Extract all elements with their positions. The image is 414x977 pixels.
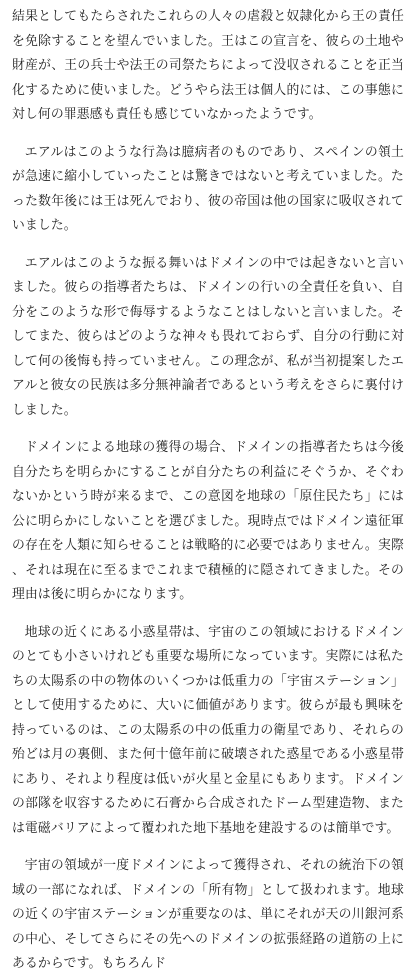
paragraph-2: エアルはこのような行為は臆病者のものであり、スペインの領土が急速に縮小していったことは驚きではないと考えていました。たった数年後には王は死んでおり、彼の帝国は他の国家に吸収されていました。 [12, 144, 404, 233]
paragraph-5: 地球の近くにある小惑星帯は、宇宙のこの領域におけるドメインのとても小さいけれども重要な場所になっています。実際には私たちの太陽系の中の物体のいくつかは低重力の「宇宙ステーション」として使用するために、大いに価値があります。彼らが最も興味を持っているのは、この太陽系の中の低重力の衛星であり、それらの殆どは月の裏側、また何十億年前に破壊された惑星である小惑星帯にあり、それより程度は低いが火星と金星にもあります。ドメインの部隊を収容するために石膏から合成されたドーム型建造物、または電磁バリアによって覆われた地下基地を建設するのは簡単です。 [12, 624, 404, 836]
paragraph-6: 宇宙の領域が一度ドメインによって獲得され、それの統治下の領域の一部になれば、ドメインの「所有物」として扱われます。地球の近くの宇宙ステーションが重要なのは、単にそれが天の川銀河系の中心、そしてさらにその先へのドメインの拡張経路の道筋の上にあるからです。もちろんド [12, 858, 404, 971]
paragraph-4: ドメインによる地球の獲得の場合、ドメインの指導者たちは今後自分たちを明らかにすることが自分たちの利益にそぐうか、そぐわないかという時が来るまで、この意図を地球の「原住民たち」には公に明らかにしないことを選びました。現時点ではドメイン遠征軍の存在を人類に知らせることは戦略的に必要ではありません。実際、それは現在に至るまでこれまで積極的に隠されてきました。その理由は後に明らかになります。 [12, 440, 404, 602]
paragraph-1: 結果としてもたらされたこれらの人々の虐殺と奴隷化から王の責任を免除することを望んでいました。王はこの宣言を、彼らの土地や財産が、王の兵士や法王の司祭たちによって没収されることを正当化するために使いました。どうやら法王は個人的には、この事態に対し何の罪悪感も責任も感じていなかったようです。 [12, 9, 404, 122]
paragraph-3: エアルはこのような振る舞いはドメインの中では起きないと言いました。彼らの指導者たちは、ドメインの行いの全責任を負い、自分をこのような形で侮辱するようなことはしないと言いました。そしてまた、彼らはどのような神々も畏れておらず、自分の行動に対して何の後悔も持っていません。この理念が、私が当初提案したエアルと彼女の民族は多分無神論者であるという考えをさらに裏付けしました。 [12, 255, 404, 418]
